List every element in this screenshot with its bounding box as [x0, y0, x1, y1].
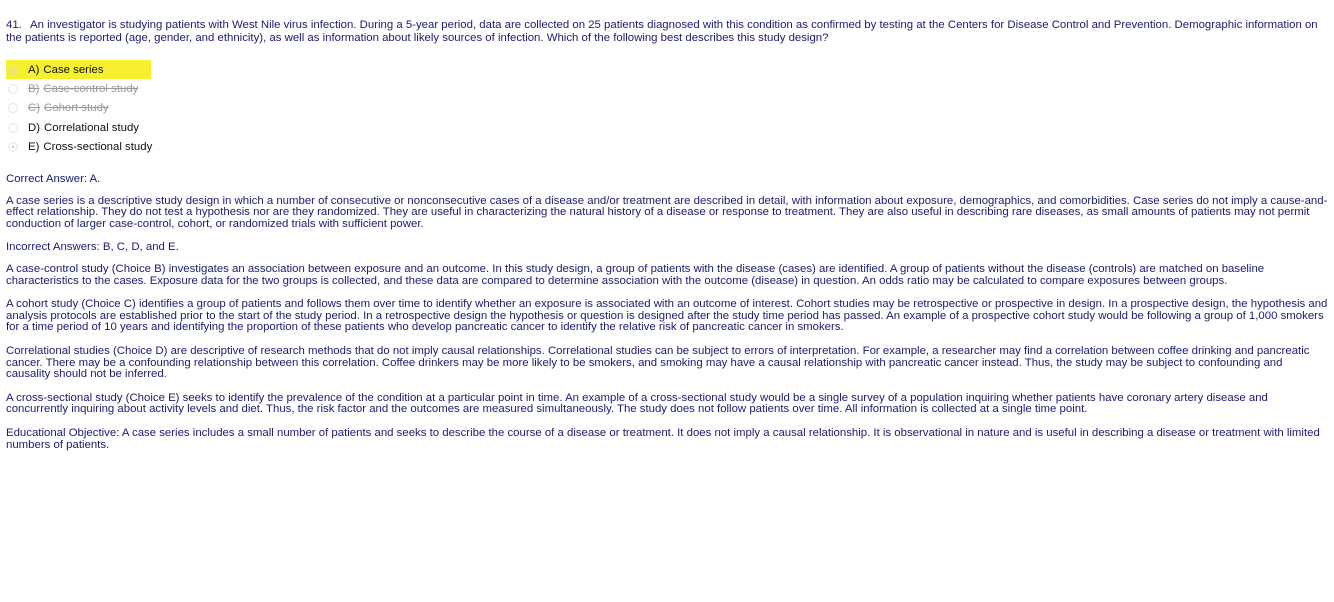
choice-c-letter: C) — [28, 102, 41, 115]
choice-b-letter: B) — [28, 82, 40, 95]
radio-e[interactable] — [8, 142, 18, 152]
question-stem — [6, 19, 1328, 45]
radio-d[interactable] — [8, 123, 18, 133]
incorrect-answers: Incorrect Answers: B, C, D, and E. — [6, 241, 179, 254]
explanation — [6, 174, 1328, 463]
explanation-cohort: A cohort study (Choice C) identifies a group of patients and follows them over time to identify whether an exposure is associated with an outcome of interest. Cohort studies may be retrospective or prospective in design. In a prospective design, the hypothesis and analysis protocols are established prior to the start of the study period. In a retrospective design the hypothesis or question is designed after the study time period has passed. An example of a prospective cohort study would be following a group of 1,000 smokers for a time period of 10 years and identifying the proportion of these patients who develop pancreatic cancer to identify the relative risk of pancreatic cancer in smokers. — [6, 298, 1328, 334]
educational-objective: Educational Objective: A case series includes a small number of patients and seeks to describe the course of a disease or treatment. It does not imply a causal relationship. It is observational in nature and is useful in describing a disease or treatment with limited numbers of patients. — [6, 426, 1320, 451]
choice-a-letter: A) — [28, 63, 40, 76]
choice-c[interactable] — [6, 99, 152, 118]
question-number: 41. — [6, 19, 22, 31]
choice-c-text: Cohort study — [44, 102, 109, 115]
choice-b-text: Case-control study — [43, 82, 139, 95]
choice-e-text: Cross-sectional study — [43, 140, 153, 153]
answer-choices — [6, 60, 152, 156]
choice-d[interactable] — [6, 118, 152, 137]
choice-b[interactable] — [6, 79, 152, 98]
question-text: An investigator is studying patients with West Nile virus infection. During a 5-year period, data are collected on 25 patients diagnosed with this condition as confirmed by testing at the Centers for Disease Control and Prevention. Demographic information on the patients is reported (age, gender, and ethnicity), as well as information about likely sources of infection. Which of the following best describes this study design? — [6, 19, 1318, 44]
correct-answer: Correct Answer: A. — [6, 173, 101, 185]
radio-b[interactable] — [8, 84, 18, 94]
choice-a-text: Case series — [43, 63, 104, 76]
explanation-cross-sectional: A cross-sectional study (Choice E) seeks to identify the prevalence of the condition at a particular point in time. An example of a cross-sectional study would be a single survey of a population inquiring whether patients have coronary artery disease and concurrently inquiring about activity levels and diet. Thus, the risk factor and the outcomes are measured simultaneously. The study does not follow patients over time. All information is collected at a single time point. — [6, 391, 1268, 416]
explanation-case-control: A case-control study (Choice B) investigates an association between exposure and an outcome. In this study design, a group of patients with the disease (cases) are identified. A group of patients without the disease (controls) are matched on baseline characteristics to the cases. Exposure data for the two groups is collected, and these data are compared to determine association with the outcome (disease) in question. An odds ratio may be calculated to compare exposures between groups. — [6, 262, 1265, 287]
radio-c[interactable] — [8, 103, 18, 113]
choice-e[interactable] — [6, 137, 152, 156]
explanation-correlational: Correlational studies (Choice D) are descriptive of research methods that do not imply causal relationships. Correlational studies can be subject to errors of interpretation. For example, a researcher may find a correlation between coffee drinking and pancreatic cancer. There may be a confounding relationship between this correlation. Coffee drinkers may be more likely to be smokers, and smoking may have a causal relationship with pancreatic cancer instead. Thus, the study may be subject to confounding and causality should not be inferred. — [6, 344, 1310, 381]
choice-d-letter: D) — [28, 121, 41, 134]
choice-e-letter: E) — [28, 140, 40, 153]
choice-a[interactable] — [6, 60, 151, 79]
radio-a[interactable] — [8, 65, 18, 75]
choice-d-text: Correlational study — [44, 121, 139, 134]
explanation-case-series: A case series is a descriptive study design in which a number of consecutive or nonconsecutive cases of a disease and/or treatment are described in detail, with information about exposure, demographics, and comorbidities. Case series do not imply a cause-and-effect relationship. They do not test a hypothesis nor are they randomized. They are useful in characterizing the natural history of a disease or response to treatment. They are also useful in describing rare diseases, as small amounts of patients may not permit conduction of larger case-control, cohort, or randomized trials with sufficient power. — [6, 194, 1328, 230]
